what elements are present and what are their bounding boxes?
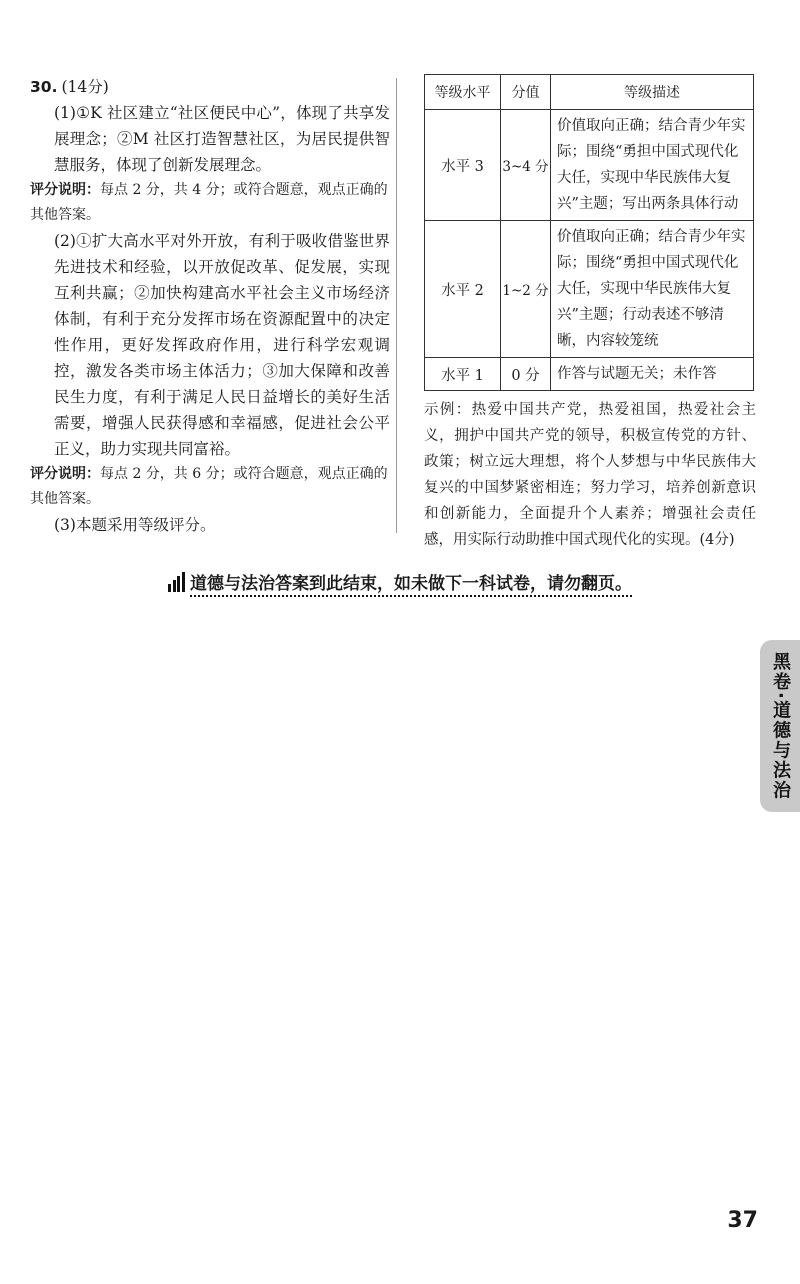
page-number: 37 (727, 1208, 758, 1233)
part2-note-label: 评分说明： (30, 466, 100, 482)
row-description: 作答与试题无关；未作答 (551, 358, 754, 391)
part2-scoring-note (30, 462, 390, 512)
example-answer: 示例：热爱中国共产党，热爱祖国，热爱社会主义，拥护中国共产党的领导，积极宣传党的方针、政策；树立远大理想，将个人梦想与中华民族伟大复兴的中国梦紧密相连；努力学习，培养创新意识和创新能力，全面提升个人素养；增强社会责任感，用实际行动助推中国式现代化的实现。(4分) (424, 402, 756, 548)
table-row (425, 221, 754, 358)
header-level: 等级水平 (425, 75, 501, 110)
row-level: 水平 1 (425, 358, 501, 391)
row-score: 1~2 分 (501, 221, 551, 358)
grade-table (424, 74, 754, 391)
part2-note-text: 每点 2 分，共 6 分；或符合题意，观点正确的其他答案。 (30, 466, 388, 507)
subject-side-tab (760, 640, 800, 812)
part1-note-text: 每点 2 分，共 4 分；或符合题意，观点正确的其他答案。 (30, 182, 388, 223)
end-of-answers-text: 道德与法治答案到此结束，如未做下一科试卷，请勿翻页。 (190, 574, 632, 597)
part1-scoring-note (30, 178, 390, 228)
table-row (425, 110, 754, 221)
part3-answer: (3)本题采用等级评分。 (54, 516, 216, 534)
end-of-answers-note (168, 572, 638, 598)
left-column (30, 74, 390, 538)
subject-side-tab-label: 黑卷·道德与法治 (770, 651, 791, 801)
grade-table-header (425, 75, 754, 110)
row-level: 水平 3 (425, 110, 501, 221)
question-number: 30. (30, 78, 58, 96)
bar-chart-icon (168, 572, 186, 599)
row-level: 水平 2 (425, 221, 501, 358)
part2-answer: (2)①扩大高水平对外开放，有利于吸收借鉴世界先进技术和经验，以开放促改革、促发展，实现互利共赢；②加快构建高水平社会主义市场经济体制，有利于充分发挥市场在资源配置中的决定性作用，更好发挥政府作用，进行科学宏观调控，激发各类市场主体活力；③加大保障和改善民生力度，有利于满足人民日益增长的美好生活需要，增强人民获得感和幸福感，促进社会公平正义，助力实现共同富裕。 (54, 232, 390, 458)
part1-note-label: 评分说明： (30, 182, 100, 198)
right-column (424, 74, 756, 568)
part1-answer: (1)①K 社区建立“社区便民中心”，体现了共享发展理念；②M 社区打造智慧社区，为居民提供智慧服务，体现了创新发展理念。 (54, 104, 390, 174)
header-description: 等级描述 (551, 75, 754, 110)
table-row (425, 358, 754, 391)
row-score: 0 分 (501, 358, 551, 391)
question-score: (14分) (61, 78, 109, 96)
header-score: 分值 (501, 75, 551, 110)
column-divider (396, 78, 397, 533)
row-score: 3~4 分 (501, 110, 551, 221)
question-header (30, 74, 390, 100)
row-description: 价值取向正确；结合青少年实际；围绕“勇担中国式现代化大任，实现中华民族伟大复兴”主题；写出两条具体行动 (551, 110, 754, 221)
row-description: 价值取向正确；结合青少年实际；围绕“勇担中国式现代化大任，实现中华民族伟大复兴”主题；行动表述不够清晰，内容较笼统 (551, 221, 754, 358)
